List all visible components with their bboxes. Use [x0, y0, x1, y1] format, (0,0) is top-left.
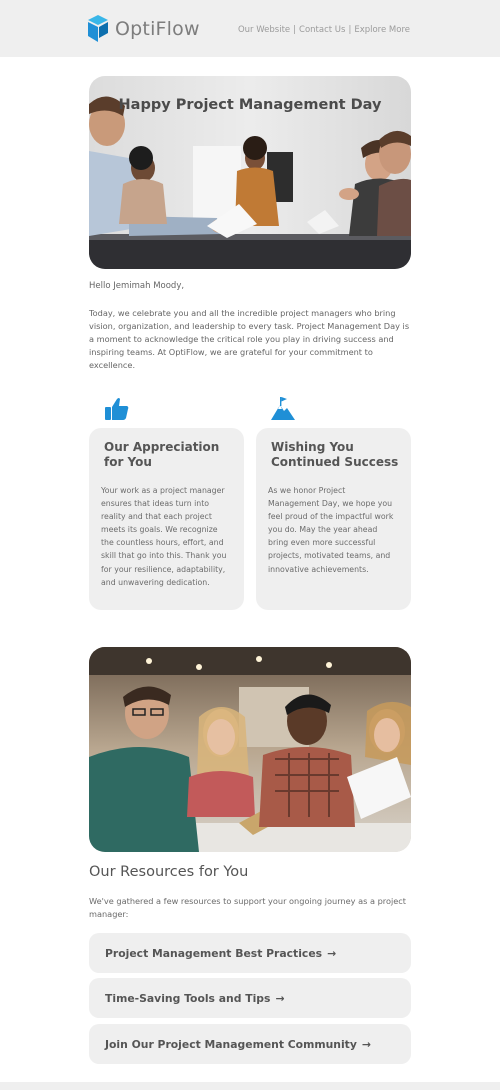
resource-link-label: Join Our Project Management Community	[105, 1037, 357, 1051]
intro-paragraph: Today, we celebrate you and all the incredible project managers who bring vision, organization, and leadership to every task. Project Management Day is a moment to acknowledge the critical role you play in driving success and inspiring teams. At OptiFlow, we are grateful for your commitment to excellence.	[89, 308, 410, 371]
arrow-right-icon: →	[275, 991, 285, 1005]
nav-link-our-website[interactable]: Our Website	[237, 25, 291, 35]
resources-description: We've gathered a few resources to support your ongoing journey as a project manager:	[89, 896, 407, 919]
footer-divider	[0, 1082, 500, 1090]
resource-link-label: Project Management Best Practices	[105, 946, 323, 960]
appreciation-card	[89, 428, 244, 610]
team-photo	[89, 647, 411, 852]
brand-logo[interactable]	[88, 15, 200, 42]
optiflow-logo-icon	[88, 15, 108, 42]
nav-link-explore-more[interactable]: Explore More	[354, 25, 410, 35]
team-photo-image	[89, 647, 411, 852]
nav-separator: |	[348, 25, 352, 35]
hero-title: Happy Project Management Day	[118, 97, 382, 113]
card-title: Wishing You Continued Success	[271, 440, 399, 469]
nav-separator: |	[293, 25, 297, 35]
arrow-right-icon: →	[361, 1037, 371, 1051]
resource-link-community[interactable]	[89, 1024, 411, 1064]
top-nav	[238, 25, 410, 35]
brand-name: OptiFlow	[115, 17, 200, 40]
arrow-right-icon: →	[327, 946, 337, 960]
card-body: As we honor Project Management Day, we hope you feel proud of the impactful work you do. May the year ahead bring even more successful projects, motivated teams, and innovative achievements.	[268, 486, 394, 574]
mountain-flag-icon	[270, 396, 296, 422]
resource-link-best-practices[interactable]	[89, 933, 411, 973]
thumbs-up-icon	[104, 396, 130, 422]
greeting-text: Hello Jemimah Moody,	[89, 281, 185, 291]
nav-link-contact-us[interactable]: Contact Us	[299, 25, 346, 35]
card-body: Your work as a project manager ensures that ideas turn into reality and that each project meets its goals. We recognize the countless hours, effort, and skill that go into this. Thank you for your resilience, adaptability, and unwavering dedication.	[101, 486, 227, 587]
success-card	[256, 428, 411, 610]
resource-link-label: Time-Saving Tools and Tips	[105, 991, 271, 1005]
email-header	[0, 0, 500, 57]
hero-image	[89, 76, 411, 269]
card-title: Our Appreciation for You	[104, 440, 220, 469]
resources-title: Our Resources for You	[89, 864, 249, 880]
resource-link-tools-tips[interactable]	[89, 978, 411, 1018]
